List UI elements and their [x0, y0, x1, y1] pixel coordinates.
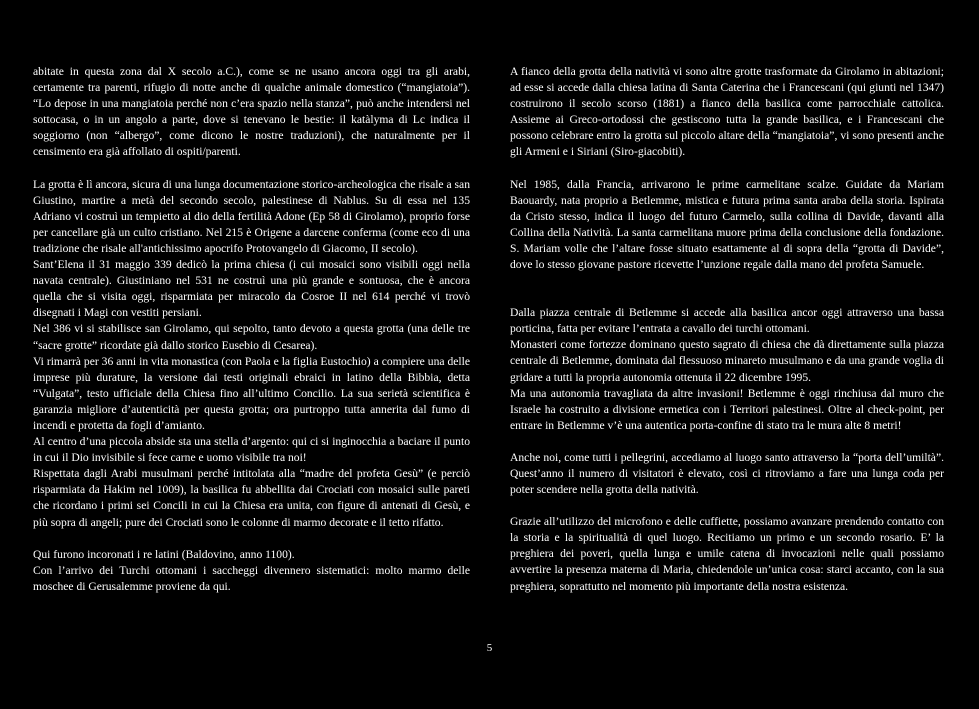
paragraph: Grazie all’utilizzo del microfono e delle cuffiette, possiamo avanzare prendendo contatto con la storia e la spiritualità di quel luogo. Recitiamo un primo e un secondo rosario. E’ la preghiera dei poveri, quella lunga e umile catena di invocazioni nelle quali possiamo avvertire la presenza materna di Maria, chiedendole un’unica cosa: starci accanto, con la sua preghiera, soprattutto nel momento più importante della nostra esistenza. — [510, 515, 944, 593]
left-text-column — [33, 64, 470, 595]
paragraph: Dalla piazza centrale di Betlemme si accede alla basilica ancor oggi attraverso una bassa porticina, fatta per evitare l’entrata a cavallo dei turchi ottomani. — [510, 306, 944, 336]
paragraph: Monasteri come fortezze dominano questo sagrato di chiesa che dà direttamente sulla piazza centrale di Betlemme, dominata dal flessuoso minareto musulmano e da una grande voglia di gridare a tutti la propria autonomia ottenuta il 22 dicembre 1995. — [510, 338, 944, 384]
paragraph: Qui furono incoronati i re latini (Baldovino, anno 1100). — [33, 547, 295, 561]
paragraph: Anche noi, come tutti i pellegrini, accediamo al luogo santo attraverso la “porta dell’umiltà”. Quest’anno il numero di visitatori è elevato, così ci ritroviamo a fare una lunga coda per poter scendere nella grotta della natività. — [510, 450, 944, 497]
paragraph: A fianco della grotta della natività vi sono altre grotte trasformate da Girolamo in abitazioni; ad esse si accede dalla chiesa latina di Santa Caterina che i Francescani (qui giunti nel 1347) costruirono il secolo scorso (1881) a fianco della basilica come parrocchiale cattolica. Assieme ai Greco-ortodossi che gestiscono tutta la grande basilica, e i Francescani che possono celebrare entro la grotta sul piccolo altare della “mangiatoia”, vi sono presenti anche gli Armeni e i Siriani (Siro-giacobiti). — [510, 65, 944, 159]
paragraph: Vi rimarrà per 36 anni in vita monastica (con Paola e la figlia Eustochio) a compiere una delle imprese più durature, la versione dai testi originali ebraici in latino della Bibbia, detta “Vulgata”, testo ufficiale della Chiesa fino all’ultimo Concilio. La sua serietà scientifica è garanzia migliore d’autenticità per questa grotta; ora purtroppo tutta annerita dal fumo di incendi e protetta da fogli d’amianto. — [33, 354, 470, 432]
paragraph: Con l’arrivo dei Turchi ottomani i saccheggi divennero sistematici: molto marmo delle moschee di Gerusalemme proviene da qui. — [33, 563, 470, 593]
paragraph: abitate in questa zona dal X secolo a.C.), come se ne usano ancora oggi tra gli arabi, certamente tra parenti, rifugio di notte anche di qualche animale domestico (“mangiatoia”). “Lo depose in una mangiatoia perché non c’era spazio nella stanza”, può anche intendersi nel sottocasa, o in un angolo a parte, dove si tenevano le bestie: il katàlyma di Lc indica il soggiorno (non “albergo”, come dicono le nostre traduzioni), che naturalmente per il censimento era già affollato di ospiti/parenti. — [33, 65, 470, 159]
paragraph: Nel 386 vi si stabilisce san Girolamo, qui sepolto, tanto devoto a questa grotta (una delle tre “sacre grotte” ricordate già dallo storico Eusebio di Cesarea). — [33, 322, 470, 352]
paragraph: Ma una autonomia travagliata da altre invasioni! Betlemme è oggi rinchiusa dal muro che Israele ha costruito a divisione ermetica con i Territori palestinesi. Oltre al check-point, per entrare in Betlemme v’è una autentica porta-confine di stato tra le mura alte 8 metri! — [510, 386, 944, 432]
page-number: 5 — [486, 642, 493, 654]
paragraph: Rispettata dagli Arabi musulmani perché intitolata alla “madre del profeta Gesù” (e perciò risparmiata da Hakim nel 1009), la basilica fu abbellita dai Crociati con mosaici sulle pareti che ricordano i primi sei Concili in cui la Chiesa era unita, con figure di antenati di Gesù, e più sopra di angeli; pure dei Crociati sono le colonne di marmo decorate e il tetto rifatto. — [33, 467, 470, 529]
paragraph: La grotta è lì ancora, sicura di una lunga documentazione storico-archeologica che risale a san Giustino, martire a metà del secondo secolo, palestinese di Nablus. Su di essa nel 135 Adriano vi costruì un tempietto al dio della fertilità Adone (Ep 58 di Girolamo), proprio forse per cancellare già un culto cristiano. Nel 215 è Origene a darcene conferma (come eco di una tradizione che risale all'antichissimo apocrifo Protovangelo di Giacomo, II secolo). — [33, 177, 470, 255]
right-text-column — [510, 64, 944, 595]
paragraph: Sant’Elena il 31 maggio 339 dedicò la prima chiesa (i cui mosaici sono visibili oggi nella navata centrale). Giustiniano nel 531 ne costruì una più grande e sontuosa, che è ancora quella che si visita oggi, risparmiata per miracolo da Cosroe II nel 614 perché vi trovò disegnati i Magi con vestiti persiani. — [33, 258, 470, 320]
paragraph: Al centro d’una piccola abside sta una stella d’argento: qui ci si inginocchia a baciare il punto in cui il Dio invisibile si fece carne e uomo visibile tra noi! — [33, 435, 470, 465]
paragraph: Nel 1985, dalla Francia, arrivarono le prime carmelitane scalze. Guidate da Mariam Baouardy, nata proprio a Betlemme, mistica e futura prima santa araba della storia. Ispirata da Cristo stesso, indica il luogo del futuro Carmelo, sulla collina di Davide, davanti alla Collina della Natività. La santa carmelitana muore prima della conclusione della fondazione. S. Mariam volle che l’altare fosse situato esattamente al di sopra della “grotta di Davide”, dove lo stesso giovane pastore ricevette l’unzione regale dalla mano del profeta Samuele. — [510, 177, 944, 272]
